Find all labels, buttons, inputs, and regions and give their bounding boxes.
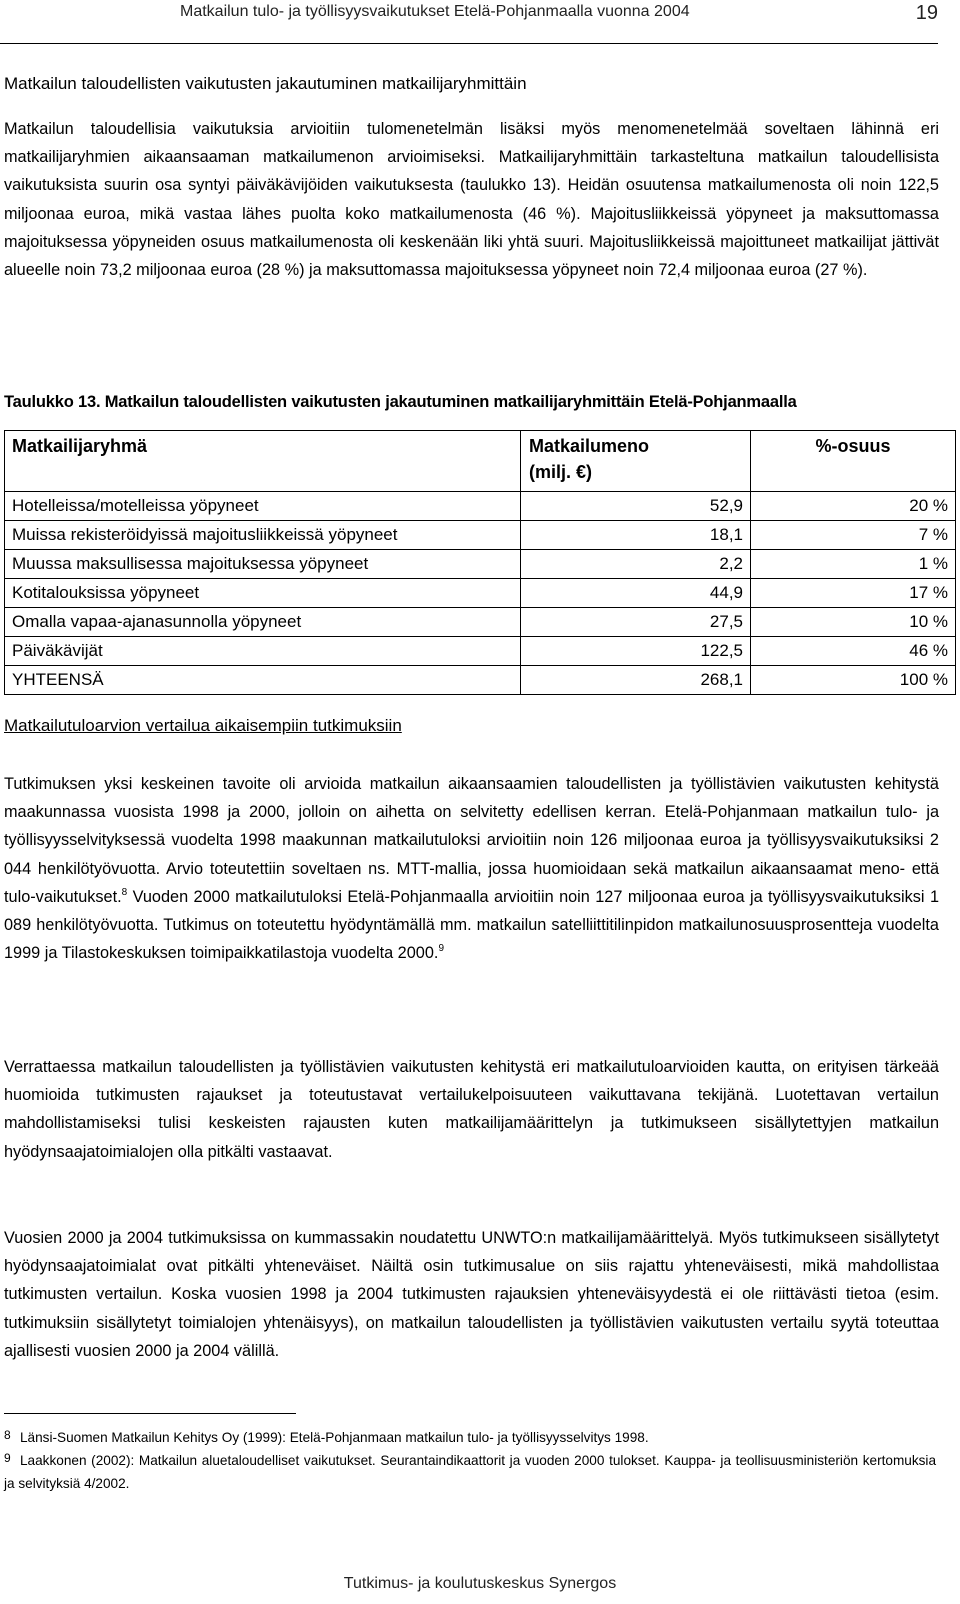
row-spending: 18,1	[521, 521, 751, 550]
table-row	[5, 637, 956, 666]
comparison-heading: Matkailutuloarvion vertailua aikaisempiin tutkimuksiin	[4, 716, 402, 735]
running-header-title: Matkailun tulo- ja työllisyysvaikutukset Etelä-Pohjanmaalla vuonna 2004	[180, 3, 690, 20]
footnote-text: Länsi-Suomen Matkailun Kehitys Oy (1999): Etelä-Pohjanmaan matkailun tulo- ja työllisyysselvitys 1998.	[20, 1430, 649, 1445]
footnote-ref-9: 9	[438, 943, 444, 955]
row-group: Muissa rekisteröidyissä majoitusliikkeissä yöpyneet	[5, 521, 521, 550]
row-spending: 52,9	[521, 492, 751, 521]
row-group: Omalla vapaa-ajanasunnolla yöpyneet	[5, 608, 521, 637]
header-share: %-osuus	[751, 431, 956, 492]
footnote-ref-8: 8	[121, 886, 128, 898]
header-rule	[0, 43, 938, 44]
table-row	[5, 550, 956, 579]
table-row	[5, 579, 956, 608]
comparison-paragraph-3: Vuosien 2000 ja 2004 tutkimuksissa on kummassakin noudatettu UNWTO:n matkailijamäärittelyä. Myös tutkimukseen sisällytetyt hyödynsaajatoimialat ovat pitkälti yhteneväiset. Näiltä osin tutkimusalue on siis rajattu yhteneväisesti, mikä mahdollistaa tutkimusten vertailun. Koska vuosien 1998 ja 2004 tutkimusten rajauksien yhteneväisyydestä ei ole riittävästi tietoa (esim. tutkimuksiin sisällytetyt toimialojen yhtenäisyys), on matkailun taloudellisten ja työllistävien vaikutusten vertailu syytä toteuttaa ajallisesti vuosien 2000 ja 2004 välillä.	[4, 1229, 939, 1360]
row-share: 10 %	[751, 608, 956, 637]
table-row	[5, 521, 956, 550]
row-group: Kotitalouksissa yöpyneet	[5, 579, 521, 608]
spending-table	[4, 430, 956, 695]
header-spending-line1: Matkailumeno	[529, 436, 650, 456]
row-share: 7 %	[751, 521, 956, 550]
page-number: 19	[915, 2, 938, 24]
table-row	[5, 492, 956, 521]
row-spending: 44,9	[521, 579, 751, 608]
row-group: Muussa maksullisessa majoituksessa yöpyneet	[5, 550, 521, 579]
header-spending-line2: (milj. €)	[529, 462, 593, 482]
footnote-rule	[4, 1413, 296, 1414]
header-group: Matkailijaryhmä	[5, 431, 521, 492]
footnote-mark: 8	[4, 1428, 11, 1442]
table-header-row	[5, 431, 956, 492]
footnote-text: Laakkonen (2002): Matkailun aluetaloudelliset vaikutukset. Seurantaindikaattorit ja vuoden 2000 tulokset. Kauppa- ja teollisuusministeriön kertomuksia ja selvityksiä 4/2002.	[4, 1453, 936, 1491]
row-share: 20 %	[751, 492, 956, 521]
row-group: Päiväkävijät	[5, 637, 521, 666]
table-row	[5, 608, 956, 637]
running-footer: Tutkimus- ja koulutuskeskus Synergos	[343, 1575, 617, 1592]
footnote-mark: 9	[4, 1451, 11, 1465]
table-total-row	[5, 666, 956, 695]
section-heading: Matkailun taloudellisten vaikutusten jakautuminen matkailijaryhmittäin	[4, 74, 527, 93]
row-spending: 2,2	[521, 550, 751, 579]
comparison-paragraph-2: Verrattaessa matkailun taloudellisten ja työllistävien vaikutusten kehitystä eri matkailutuloarvioiden kautta, on erityisen tärkeää huomioida tutkimusten rajaukset ja toteutustavat vertailukelpoisuuteen vaikuttavana tekijänä. Luotettavan vertailun mahdollistamiseksi tulisi keskeisten rajausten kuten matkailijamäärittelyn ja tutkimukseen sisällytettyjen matkailun hyödynsaajatoimialojen olla pitkälti vastaavat.	[4, 1058, 939, 1161]
row-share: 17 %	[751, 579, 956, 608]
comparison-paragraph-1-part-a: Tutkimuksen yksi keskeinen tavoite oli arvioida matkailun aikaansaamien taloudellisten ja työllistävien vaikutusten kehitystä maakunnassa vuosista 1998 ja 2000, jolloin on aihetta on selvitetty edellisen kerran. Etelä-Pohjanmaan matkailun tulo- ja työllisyysselvityksessä vuodelta 1998 maakunnan matkailutuloksi arvioitiin noin 126 miljoonaa euroa ja työllisyysvaikutuksiksi 2 044 henkilötyövuotta. Arvio toteutettiin soveltaen ns. MTT-mallia, jossa huomioidaan sekä matkailun aikaansaamat meno- että tulo-vaikutukset.	[4, 775, 939, 906]
header-spending	[521, 431, 751, 492]
row-group: Hotelleissa/motelleissa yöpyneet	[5, 492, 521, 521]
row-spending: 268,1	[521, 666, 751, 695]
table-caption: Taulukko 13. Matkailun taloudellisten vaikutusten jakautuminen matkailijaryhmittäin Etelä-Pohjanmaalla	[4, 393, 797, 411]
comparison-paragraph-1-part-b: Vuoden 2000 matkailutuloksi Etelä-Pohjanmaalla arvioitiin noin 127 miljoonaa euroa ja työllisyysvaikutuksiksi 1 089 henkilötyövuotta. Tutkimus on toteutettu hyödyntämällä mm. matkailun satelliittitilinpidon matkailunosuusprosentteja vuodelta 1999 ja Tilastokeskuksen toimipaikkatilastoja vuodelta 2000.	[4, 887, 939, 963]
section-paragraph: Matkailun taloudellisia vaikutuksia arvioitiin tulomenetelmän lisäksi myös menomenetelmää soveltaen lähinnä eri matkailijaryhmien aikaansaaman matkailumenon arvioimiseksi. Matkailijaryhmittäin tarkasteltuna matkailun taloudellisista vaikutuksista suurin osa syntyi päiväkävijöiden vaikutuksesta (taulukko 13). Heidän osuutensa matkailumenosta oli noin 122,5 miljoonaa euroa, mikä vastaa lähes puolta koko matkailumenosta (46 %). Majoitusliikkeissä yöpyneet ja maksuttomassa majoituksessa yöpyneiden osuus matkailumenosta oli keskenään liki yhtä suuri. Majoitusliikkeissä majoittuneet matkailijat jättivät alueelle noin 73,2 miljoonaa euroa (28 %) ja maksuttomassa majoituksessa yöpyneet noin 72,4 miljoonaa euroa (27 %).	[4, 120, 939, 280]
footnote-8	[4, 1424, 936, 1449]
row-spending: 27,5	[521, 608, 751, 637]
row-group: YHTEENSÄ	[5, 666, 521, 695]
footnote-9	[4, 1447, 936, 1495]
row-share: 46 %	[751, 637, 956, 666]
row-share: 100 %	[751, 666, 956, 695]
row-share: 1 %	[751, 550, 956, 579]
comparison-paragraph-1	[4, 770, 939, 967]
row-spending: 122,5	[521, 637, 751, 666]
